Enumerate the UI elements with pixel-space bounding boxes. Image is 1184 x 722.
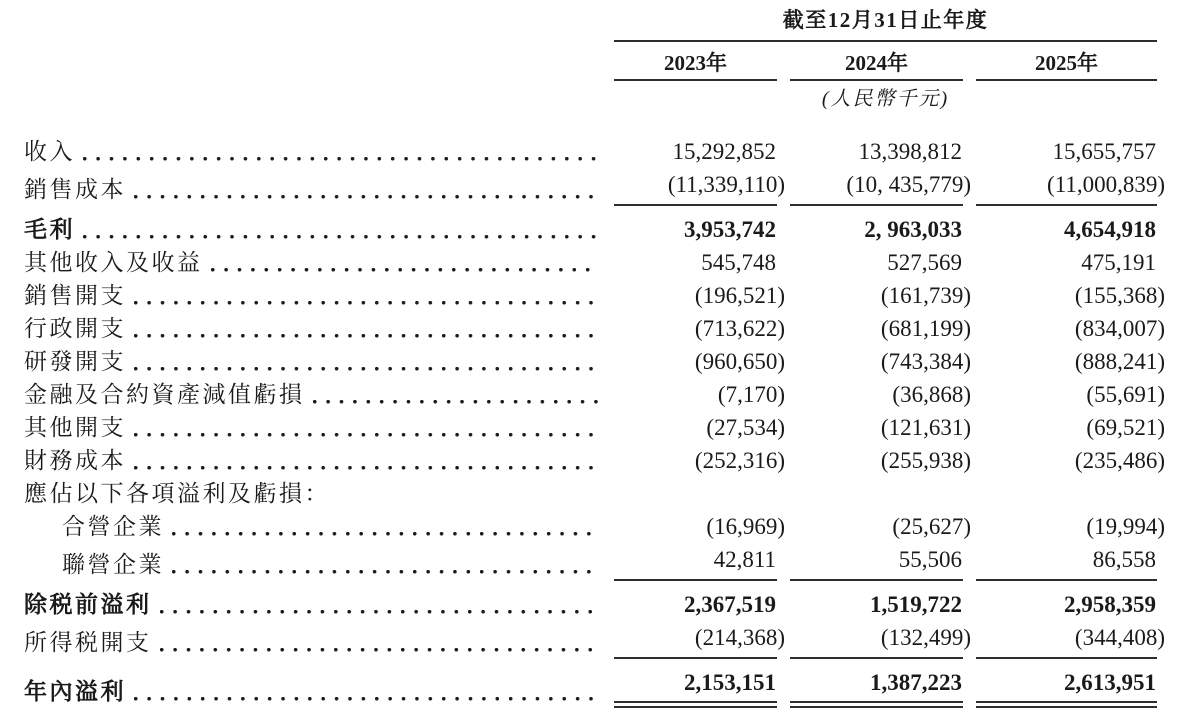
value-2025: (11,000,839): [1047, 172, 1165, 197]
table-row-income-tax-expense: [23, 621, 1157, 659]
column-header-2025: 2025年: [976, 42, 1157, 81]
row-label: 其他開支: [24, 415, 126, 440]
dot-leader: [172, 570, 598, 574]
row-label: 除税前溢利: [24, 592, 152, 617]
value-2023: (16,969): [706, 514, 785, 539]
value-2024: (255,938): [880, 448, 971, 473]
value-2025: 2,958,359: [1064, 592, 1156, 617]
dot-leader: [160, 610, 599, 614]
value-2024: (681,199): [880, 316, 971, 341]
dot-leader: [134, 195, 598, 199]
dot-leader: [134, 466, 598, 470]
value-2025: 4,654,918: [1064, 217, 1156, 242]
value-2024: 527,569: [887, 250, 962, 275]
row-label: 銷售開支: [24, 283, 126, 308]
value-2023: (713,622): [694, 316, 785, 341]
value-2025: 86,558: [1092, 547, 1156, 572]
dot-leader: [313, 400, 599, 404]
table-row-finance-costs: [23, 444, 1157, 477]
value-2025: (155,368): [1074, 283, 1165, 308]
period-header: 截至12月31日止年度: [614, 6, 1157, 42]
table-row-other-expenses: [23, 411, 1157, 444]
value-2023: 545,748: [701, 250, 776, 275]
value-2024: 1,519,722: [870, 592, 962, 617]
dot-leader: [134, 334, 598, 338]
value-2025: 15,655,757: [1052, 139, 1156, 164]
value-2023: (7,170): [717, 382, 785, 407]
value-2024: 2, 963,033: [864, 217, 962, 242]
value-2024: (132,499): [880, 625, 971, 650]
value-2024: (743,384): [880, 349, 971, 374]
value-2023: 2,153,151: [684, 670, 776, 695]
dot-leader: [83, 235, 598, 239]
value-2025: (344,408): [1074, 625, 1165, 650]
value-2023: 15,292,852: [672, 139, 776, 164]
value-2024: (121,631): [880, 415, 971, 440]
dot-leader: [134, 367, 598, 371]
value-2023: 2,367,519: [684, 592, 776, 617]
unit-note-row: [23, 81, 1157, 112]
table-row-impairment-losses: [23, 378, 1157, 411]
row-label: 收入: [24, 139, 75, 164]
dot-leader: [211, 268, 599, 272]
table-row-selling-expenses: [23, 279, 1157, 312]
dot-leader: [134, 301, 598, 305]
row-label: 銷售成本: [24, 177, 126, 202]
value-2025: (834,007): [1074, 316, 1165, 341]
value-2024: (25,627): [892, 514, 971, 539]
value-2025: (888,241): [1074, 349, 1165, 374]
table-row-profit-before-tax: [23, 581, 1157, 621]
table-row-gross-profit: [23, 206, 1157, 246]
value-2024: (10, 435,779): [846, 172, 971, 197]
row-label: 聯營企業: [62, 552, 164, 577]
currency-unit-note: (人民幣千元): [821, 88, 950, 110]
row-label: 金融及合約資產減值虧損: [24, 382, 305, 407]
row-label: 其他收入及收益: [24, 250, 203, 275]
row-label: 毛利: [24, 217, 75, 242]
year-header-row: [23, 42, 1157, 81]
row-label: 年內溢利: [24, 679, 126, 704]
table-row-other-income: [23, 246, 1157, 279]
value-2025: 2,613,951: [1064, 670, 1156, 695]
value-2025: (235,486): [1074, 448, 1165, 473]
dot-leader: [83, 157, 598, 161]
value-2024: 55,506: [898, 547, 962, 572]
column-header-2023: 2023年: [614, 42, 777, 81]
value-2025: 475,191: [1081, 250, 1156, 275]
row-label: 應佔以下各項溢利及虧損：: [24, 481, 330, 506]
table-row-rd-expenses: [23, 345, 1157, 378]
dot-leader: [134, 433, 598, 437]
row-label: 財務成本: [24, 448, 126, 473]
value-2023: (214,368): [694, 625, 785, 650]
value-2023: (252,316): [694, 448, 785, 473]
row-label: 所得税開支: [24, 630, 152, 655]
dot-leader: [134, 697, 598, 701]
table-row-associates: [23, 543, 1157, 581]
row-label: 合營企業: [62, 514, 164, 539]
value-2023: (11,339,110): [667, 172, 785, 197]
value-2023: 3,953,742: [684, 217, 776, 242]
table-row-revenue: [23, 112, 1157, 168]
table-row-cost-of-sales: [23, 168, 1157, 206]
value-2024: (161,739): [880, 283, 971, 308]
table-row-admin-expenses: [23, 312, 1157, 345]
row-label: 行政開支: [24, 316, 126, 341]
table-row-joint-ventures: [23, 510, 1157, 543]
financial-statement-table: [10, 6, 1170, 708]
dot-leader: [172, 532, 598, 536]
row-label: 研發開支: [24, 349, 126, 374]
dot-leader: [160, 648, 599, 652]
value-2024: 13,398,812: [858, 139, 962, 164]
column-header-2024: 2024年: [790, 42, 963, 81]
value-2025: (19,994): [1086, 514, 1165, 539]
value-2023: (27,534): [706, 415, 785, 440]
value-2024: 1,387,223: [870, 670, 962, 695]
table-row-profit-for-the-year: [23, 659, 1157, 708]
value-2024: (36,868): [892, 382, 971, 407]
value-2023: (960,650): [694, 349, 785, 374]
period-header-row: [23, 6, 1157, 42]
value-2023: 42,811: [713, 547, 776, 572]
value-2025: (55,691): [1086, 382, 1165, 407]
table-row-share-of-profits-header: [23, 477, 1157, 510]
value-2025: (69,521): [1086, 415, 1165, 440]
value-2023: (196,521): [694, 283, 785, 308]
